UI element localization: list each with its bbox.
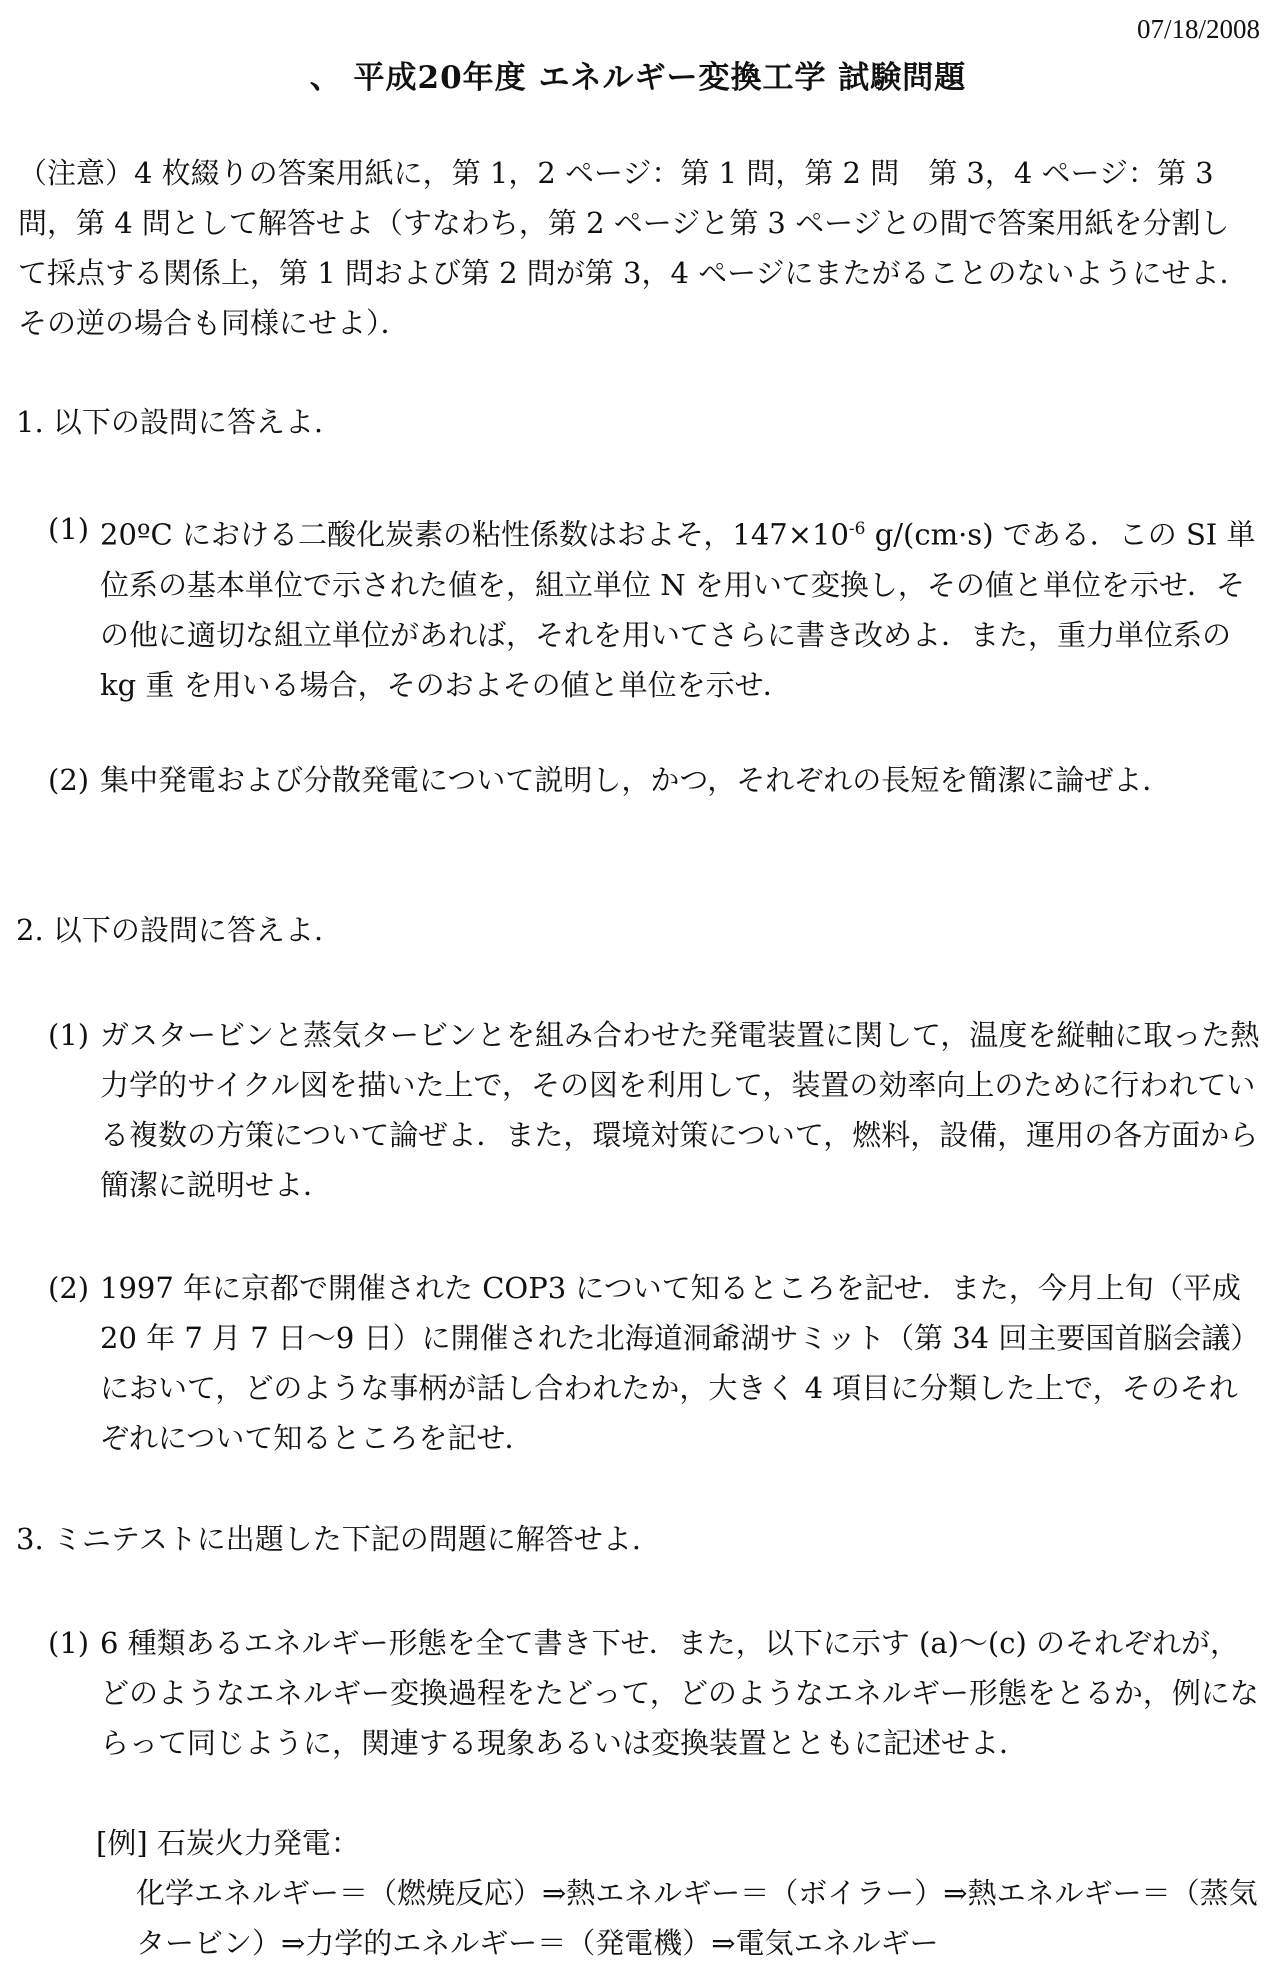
question-1-heading: 1. 以下の設問に答えよ. [16,405,324,439]
question-1-part-2 [48,755,1263,805]
part-number: (2) [48,1271,90,1305]
part-text-post: g/(cm·s) である．この SI 単位系の基本単位で示された値を，組立単位 N を用いて変換し，その値と単位を示せ．その他に適切な組立単位があれば，それを用いてさらに書き改めよ．また，重力単位系の kg 重 を用いる場合，そのおよその値と単位を示せ． [100,517,1256,702]
example-block [96,1818,1261,1968]
part-number: (1) [48,1018,90,1052]
example-conversion-chain: 化学エネルギー＝（燃焼反応）⇒熱エネルギー＝（ボイラー）⇒熱エネルギー＝（蒸気タービン）⇒力学的エネルギー＝（発電機）⇒電気エネルギー [136,1876,1258,1960]
part-text-pre: 20ºC における二酸化炭素の粘性係数はおよそ，147×10 [100,517,849,552]
part-number: (2) [48,763,90,797]
exam-date: 07/18/2008 [1136,14,1260,44]
part-number: (1) [48,1626,90,1660]
part-text: 集中発電および分散発電について説明し，かつ，それぞれの長短を簡潔に論ぜよ． [100,763,1172,797]
question-2-heading: 2. 以下の設問に答えよ. [16,913,324,947]
question-2-part-2 [48,1263,1263,1463]
part-text: 1997 年に京都で開催された COP3 について知るところを記せ．また，今月上旬（平成 20 年 7 月 7 日〜9 日）に開催された北海道洞爺湖サミット（第 34 回主要国首脳会議）において，どのような事柄が話し合われたか，大きく 4 項目に分類した上で，そのそれぞれについて知るところを記せ． [100,1271,1260,1455]
question-3-heading: 3. ミニテストに出題した下記の問題に解答せよ. [16,1522,641,1556]
part-number: (1) [48,512,90,546]
question-1-part-1 [48,504,1263,710]
question-3-part-1 [48,1618,1263,1768]
exponent: -6 [848,519,866,539]
part-text: 6 種類あるエネルギー形態を全て書き下せ．また，以下に示す (a)～(c) のそれぞれが，どのようなエネルギー変換過程をたどって，どのようなエネルギー形態をとるか，例にならって同じように，関連する現象あるいは変換装置とともに記述せよ． [100,1626,1259,1760]
part-text [100,504,1263,710]
question-2-part-1 [48,1010,1263,1210]
part-text: ガスタービンと蒸気タービンとを組み合わせた発電装置に関して，温度を縦軸に取った熱力学的サイクル図を描いた上で，その図を利用して，装置の効率向上のために行われている複数の方策について論ぜよ．また，環境対策について，燃料，設備，運用の各方面から簡潔に説明せよ． [100,1018,1260,1202]
exam-title: 、 平成20年度 エネルギー変換工学 試験問題 [309,60,967,96]
notice-paragraph: （注意）4 枚綴りの答案用紙に，第 1，2 ページ：第 1 問，第 2 問 第 3，4 ページ：第 3 問，第 4 問として解答せよ（すなわち，第 2 ページと第 3 ページとの間で答案用紙を分割して採点する関係上，第 1 問および第 2 問が第 3，4 ページにまたがることのないようにせよ．その逆の場合も同様にせよ）． [18,156,1249,340]
example-label: [例] 石炭火力発電： [96,1826,360,1860]
